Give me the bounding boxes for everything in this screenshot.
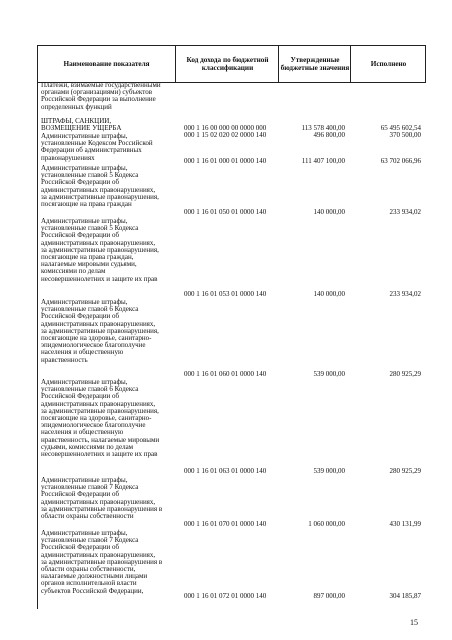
row-name: Административные штрафы, установленные главой 6 Кодекса Российской Федерации об административных правонарушениях, за административные правонарушения, посягающие на здоровье, санитарно- эпидемиологическое благополучие населения и общественную нравственность, налагаемые мировыми судьями, комиссиями по делам несовершеннолетних и защите их прав [41, 378, 160, 459]
row-approved: 140 000,00 [313, 290, 345, 298]
row-name: Административные штрафы, установленные главой 5 Кодекса Российской Федерации об административных правонарушениях, за административные правонарушения, посягающие на права граждан, налагаемые мировыми судьями, комиссиями по делам несовершеннолетних и защите их прав [41, 217, 159, 283]
header-code: Код дохода по бюджетной классификации [175, 46, 279, 82]
row-done: 233 934,02 [389, 290, 421, 298]
row-name: Административные штрафы, установленные главой 7 Кодекса Российской Федерации об административных правонарушениях, за административные правонарушения в области охраны собственности [41, 476, 163, 521]
row-approved: 140 000,00 [313, 208, 345, 216]
row-code: 000 1 16 00 000 00 0000 000 [184, 124, 267, 132]
row-code: 000 1 16 01 050 01 0000 140 [184, 208, 267, 216]
row-done: 280 925,29 [389, 467, 421, 475]
row-code: 000 1 16 01 060 01 0000 140 [184, 370, 267, 378]
row-code: 000 1 16 01 053 01 0000 140 [184, 290, 267, 298]
row-code: 000 1 16 01 063 01 0000 140 [184, 467, 267, 475]
header-name: Наименование показателя [63, 60, 150, 68]
row-approved: 539 000,00 [313, 370, 345, 378]
row-done: 65 495 602,54 [380, 124, 421, 132]
row-approved: 897 000,00 [313, 592, 345, 600]
row-done: 233 934,02 [389, 208, 421, 216]
row-done: 370 500,00 [389, 131, 421, 139]
row-approved: 496 800,00 [313, 131, 345, 139]
table-header [37, 45, 426, 83]
row-name: Административные штрафы, установленные главой 6 Кодекса Российской Федерации об административных правонарушениях, за административные правонарушения, посягающие на здоровье, санитарно- эпидемиологическое благополучие населения и общественную нравственность [41, 298, 159, 364]
row-name: ШТРАФЫ, САНКЦИИ, ВОЗМЕЩЕНИЕ УЩЕРБА [41, 117, 122, 133]
page-number: 15 [410, 618, 418, 627]
row-approved: 113 578 400,00 [301, 124, 345, 132]
row-name: Платежи, взимаемые государственными органами (организациями) субъектов Российской Федерации за выполнение определенных функций [41, 81, 161, 111]
row-code: 000 1 16 01 072 01 0000 140 [184, 592, 267, 600]
row-name: Административные штрафы, установленные главой 7 Кодекса Российской Федерации об административных правонарушениях, за административные правонарушения в области охраны собственности, налагаемые должностными лицами органов исполнительной власти субъектов Российской Федерации, [41, 529, 163, 595]
header-done: Исполнено [350, 46, 426, 82]
row-done: 63 702 066,96 [380, 157, 421, 165]
header-approved: Утвержденные бюджетные значения [278, 46, 351, 82]
row-approved: 111 407 100,00 [301, 157, 345, 165]
table-left-border [37, 81, 38, 609]
row-code: 000 1 16 01 070 01 0000 140 [184, 520, 267, 528]
row-done: 430 131,99 [389, 520, 421, 528]
row-approved: 539 000,00 [313, 467, 345, 475]
row-approved: 1 060 000,00 [308, 520, 345, 528]
row-done: 280 925,29 [389, 370, 421, 378]
row-code: 000 1 15 02 020 02 0000 140 [184, 131, 267, 139]
row-code: 000 1 16 01 000 01 0000 140 [184, 157, 267, 165]
row-name: Административные штрафы, установленные Кодексом Российской Федерации об административных правонарушениях [41, 132, 153, 162]
row-done: 304 185,87 [389, 592, 421, 600]
row-name: Административные штрафы, установленные главой 5 Кодекса Российской Федерации об административных правонарушениях, за административные правонарушения, посягающие на права граждан [41, 164, 159, 209]
